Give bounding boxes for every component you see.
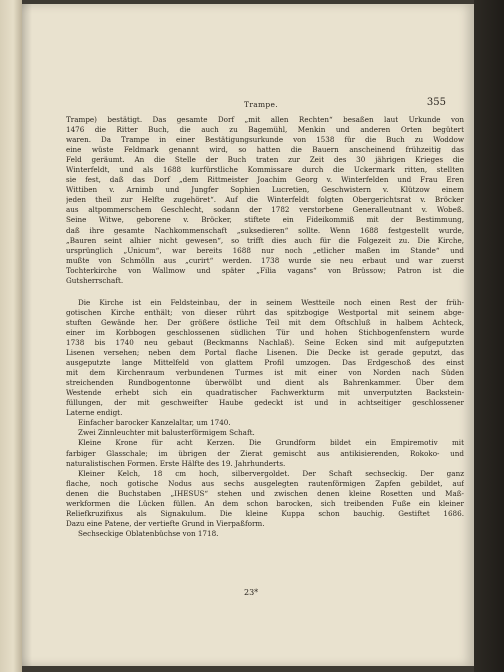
inventory-line: denen die Buchstaben „IHESUS“ stehen und zwischen denen kleine Rosetten und Maß- (66, 488, 464, 498)
text-line: Seine Witwe, geborene v. Bröcker, stiftete ein Fideikommiß mit der Bestimmung, (66, 215, 464, 225)
text-line: waren. Da Trampe in einer Bestätigungsurkunde von 1538 für die Buch zu Woddow (66, 135, 464, 145)
inventory-line: farbiger Glasschale; im übrigen der Zierat gemischt aus antikisierenden, Rokoko- und (66, 448, 464, 458)
inventory-line: Zwei Zinnleuchter mit balusterförmigem Schaft. (78, 428, 255, 438)
page-header (68, 97, 454, 111)
text-line: 1476 die Ritter Buch, die auch zu Bagemühl, Menkin und anderen Orten begütert (66, 125, 464, 135)
inventory-list (66, 418, 464, 539)
text-line: Laterne endigt. (66, 408, 123, 418)
inventory-line: Kleine Krone für acht Kerzen. Die Grundform bildet ein Empiremotiv mit (78, 438, 464, 448)
inventory-line: Reliefkruzifixus als Signakulum. Die kleine Kuppa schon bauchig. Gestiftet 1686. (66, 508, 464, 518)
inventory-line: Dazu eine Patene, der vertiefte Grund in Vierpaßform. (66, 518, 265, 528)
text-line: Lisenen versehen; neben dem Portal flache Lisenen. Die Decke ist gerade geputzt, das (66, 348, 464, 358)
text-line: ursprünglich „Unicum“, war bereits 1688 nur noch „etlicher maßen im Stande“ und (66, 245, 464, 255)
paragraph-gap (66, 286, 464, 298)
text-line: Gutsherrschaft. (66, 275, 124, 285)
text-line: sie fest, daß das Dorf „dem Rittmeister Joachim Georg v. Winterfelden und Frau Eren (66, 175, 464, 185)
text-line: stuften Gewände her. Der größere östliche Teil mit dem Oftschluß in halbem Achteck, (66, 317, 464, 327)
text-line: 1738 bis 1740 neu gebaut (Beckmanns Nachlaß). Seine Ecken sind mit aufgeputzten (66, 337, 464, 347)
text-line: Wittiben v. Arnimb und Jungfer Sophien Lucretien, Geschwistern v. Klützow einem (66, 185, 464, 195)
inventory-line: Einfacher barocker Kanzelaltar, um 1740. (78, 418, 231, 428)
gutter-shadow (22, 4, 32, 666)
text-line: füllungen, der mit geschweifter Haube gedeckt ist und in achtseitiger geschlossener (66, 398, 464, 408)
text-line: daß ihre gesamte Nachkommenschaft „suksedieren“ sollte. Wenn 1688 festgestellt wurde, (66, 225, 464, 235)
inventory-line: naturalistischen Formen. Erste Hälfte des 19. Jahrhunderts. (66, 458, 286, 468)
text-line: Tochterkirche von Wallmow und später „Filia vagans“ von Brüssow; Patron ist die (66, 265, 464, 275)
paragraph-history (66, 115, 464, 286)
text-line: Westende erhebt sich ein quadratischer Fachwerkturm mit unverputzten Backstein- (66, 388, 464, 398)
inventory-line: Sechseckige Oblatenbüchse von 1718. (78, 528, 219, 538)
inventory-line: flache, noch gotische Nodus aus sechs ausgelegten rautenförmigen Zapfen gebildet, auf (66, 478, 464, 488)
inventory-line: Kleiner Kelch, 18 cm hoch, silbervergoldet. Der Schaft sechseckig. Der ganz (78, 468, 464, 478)
text-line: mußte von Schmölln aus „curirt“ werden. 1738 wurde sie neu erbaut und war zuerst (66, 255, 464, 265)
text-line: aus altpommerschem Geschlecht, sodann der 1782 verstorbene Generalleutnant v. Wobeß. (66, 205, 464, 215)
text-line: gotischen Kirche enthält; von dieser rührt das spitzbogige Westportal mit seinem abge- (66, 307, 464, 317)
text-line: „Bauren seint alhier nicht gewesen“, so trifft dies auch für die Folgezeit zu. Die Kirche, (66, 235, 464, 245)
text-line: einer im Korbbogen geschlossenen südlichen Tür und hohen Stichbogenfenstern wurde (66, 327, 464, 337)
running-head: Trampe. (244, 100, 278, 109)
text-line: Winterfeldt, und als 1688 kurfürstliche Kommissare durch die Uckermark ritten, stellten (66, 165, 464, 175)
inventory-line: werkformen die Lücken füllen. An dem schon barocken, sich treibenden Fuße ein kleiner (66, 498, 464, 508)
text-line: Die Kirche ist ein Feldsteinbau, der in seinem Westteile noch einen Rest der früh- (78, 297, 464, 307)
text-line: jeden theil zur Helfte zugehöret“. Auf die Winterfeldt folgten Obergerichtsrat v. Bröcker (66, 195, 464, 205)
text-line: Trampe) bestätigt. Das gesamte Dorf „mit allen Rechten“ besaßen laut Urkunde von (66, 115, 464, 124)
paragraph-church (66, 298, 464, 419)
text-line: ausgeputzte lange Mittelfeld von glattem Profil umzogen. Das Erdgeschoß des einst (66, 358, 464, 368)
text-line: eine wüste Feldmark genannt wird, so hatten die Bauern anscheinend frühzeitig das (66, 145, 464, 155)
body-text (66, 115, 464, 539)
signature-mark: 23* (244, 588, 259, 597)
previous-page-edge (0, 0, 22, 672)
book-cover-edge (474, 0, 504, 672)
text-line: Feld geräumt. An die Stelle der Buch traten zur Zeit des 30 jährigen Krieges die (66, 155, 464, 165)
text-line: mit dem Kirchenraum verbundenen Turmes ist mit einer von Norden nach Süden (66, 368, 464, 378)
page-number: 355 (426, 97, 446, 108)
text-line: streichenden Rundbogentonne überwölbt und dient als Bahrenkammer. Über dem (66, 378, 464, 388)
